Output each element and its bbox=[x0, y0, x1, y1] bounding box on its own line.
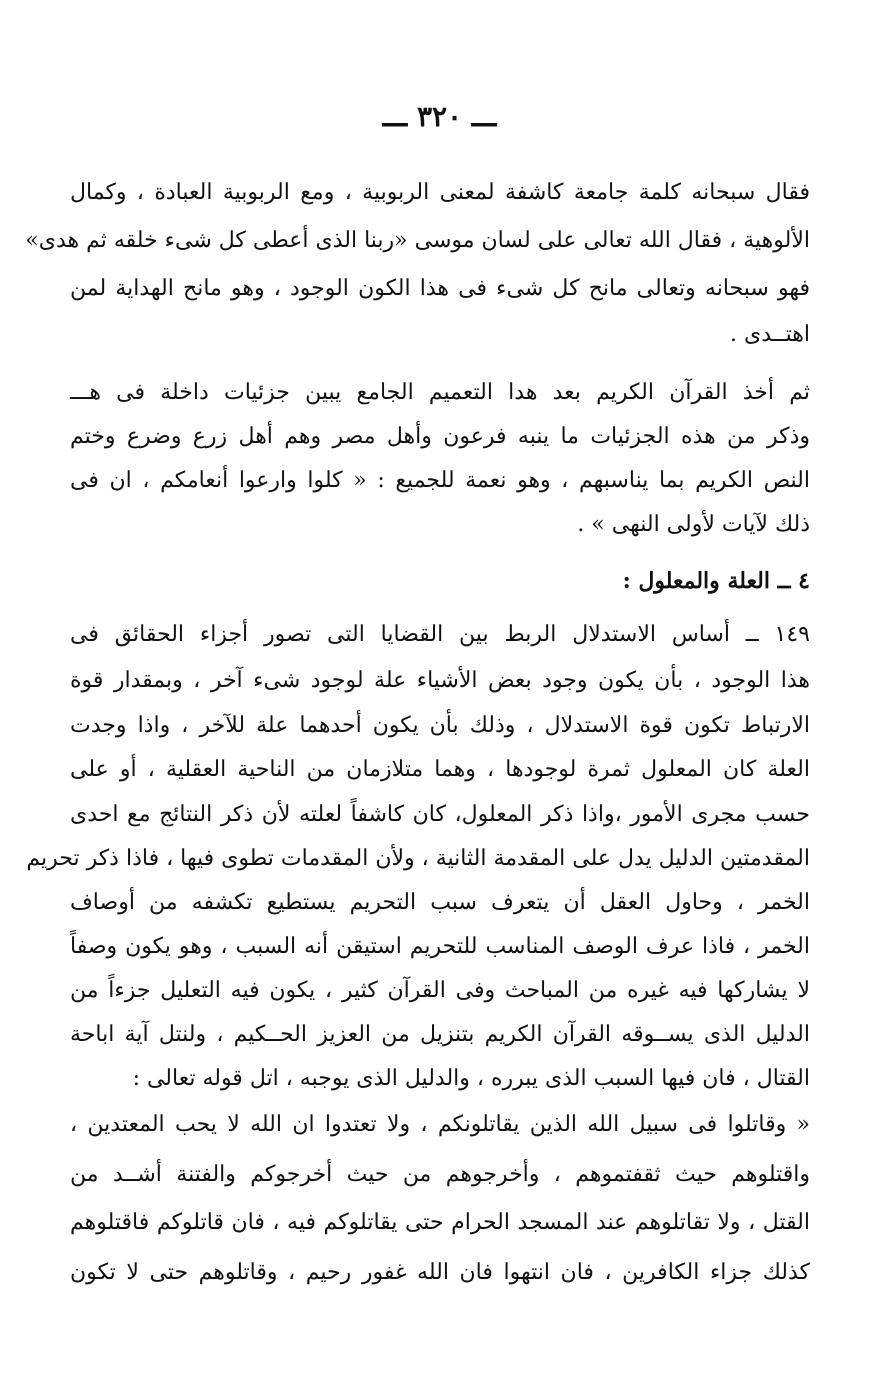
text-line: هذا الوجود ، بأن يكون وجود بعض الأشياء علة لوجود شىء آخر ، وبمقدار قوة bbox=[70, 668, 810, 693]
text-line: العلة كان المعلول ثمرة لوجودها ، وهما متلازمان من الناحية العقلية ، أو على bbox=[70, 757, 810, 782]
quran-verse-line: واقتلوهم حيث ثقفتموهم ، وأخرجوهم من حيث أخرجوكم والفتنة أشــد من bbox=[70, 1162, 810, 1187]
text-line: الخمر ، فاذا عرف الوصف المناسب للتحريم استيقن أنه السبب ، وهو يكون وصفاً bbox=[70, 934, 810, 959]
text-line: الارتباط تكون قوة الاستدلال ، وذلك بأن يكون أحدهما علة للآخر ، واذا وجدت bbox=[70, 713, 810, 738]
text-line: النص الكريم بما يناسبهم ، وهو نعمة للجميع : « كلوا وارعوا أنعامكم ، ان فى bbox=[70, 468, 810, 493]
text-line: ١٤٩ ــ أساس الاستدلال الربط بين القضايا التى تصور أجزاء الحقائق فى bbox=[70, 622, 810, 647]
section-heading: ٤ ــ العلة والمعلول : bbox=[622, 568, 810, 594]
text-line: القتال ، فان فيها السبب الذى يبرره ، والدليل الذى يوجبه ، اتل قوله تعالى : bbox=[132, 1066, 810, 1091]
text-line: الدليل الذى يســوقه القرآن الكريم بتنزيل من العزيز الحــكيم ، ولنتل آية اباحة bbox=[70, 1022, 810, 1047]
page-number: ـــ ٣٢٠ ـــ bbox=[382, 100, 497, 133]
quran-verse-line: كذلك جزاء الكافرين ، فان انتهوا فان الله غفور رحيم ، وقاتلوهم حتى لا تكون bbox=[70, 1260, 810, 1285]
text-line: لا يشاركها فيه غيره من المباحث وفى القرآن كثير ، يكون فيه التعليل جزءاً من bbox=[70, 978, 810, 1003]
text-line: فهو سبحانه وتعالى مانح كل شىء فى هذا الكون الوجود ، وهو مانح الهداية لمن bbox=[70, 276, 810, 301]
text-line: الألوهية ، فقال الله تعالى على لسان موسى «ربنا الذى أعطى كل شىء خلقه ثم هدى» bbox=[25, 228, 810, 253]
text-line: فقال سبحانه كلمة جامعة كاشفة لمعنى الربوبية ، ومع الربوبية العبادة ، وكمال bbox=[70, 180, 810, 205]
text-line: وذكر من هذه الجزئيات ما ينبه فرعون وأهل مصر وهم أهل زرع وضرع وختم bbox=[70, 424, 810, 449]
text-line: حسب مجرى الأمور ،واذا ذكر المعلول، كان كاشفاً لعلته لأن ذكر النتائج مع احدى bbox=[70, 802, 810, 827]
text-line: ذلك لآيات لأولى النهى » . bbox=[577, 512, 810, 537]
text-line: ثم أخذ القرآن الكريم بعد هدا التعميم الجامع يبين جزئيات داخلة فى هـــ bbox=[70, 380, 810, 405]
quran-verse-line: « وقاتلوا فى سبيل الله الذين يقاتلونكم ، ولا تعتدوا ان الله لا يحب المعتدين ، bbox=[70, 1112, 810, 1137]
text-line: الخمر ، وحاول العقل أن يتعرف سبب التحريم يستطيع تكشفه من أوصاف bbox=[70, 890, 810, 915]
text-line: المقدمتين الدليل يدل على المقدمة الثانية ، ولأن المقدمات تطوى فيها ، فاذا ذكر تحريم bbox=[26, 846, 810, 871]
text-line: اهتــدى . bbox=[730, 322, 810, 347]
quran-verse-line: القتل ، ولا تقاتلوهم عند المسجد الحرام حتى يقاتلوكم فيه ، فان قاتلوكم فاقتلوهم bbox=[70, 1210, 810, 1235]
